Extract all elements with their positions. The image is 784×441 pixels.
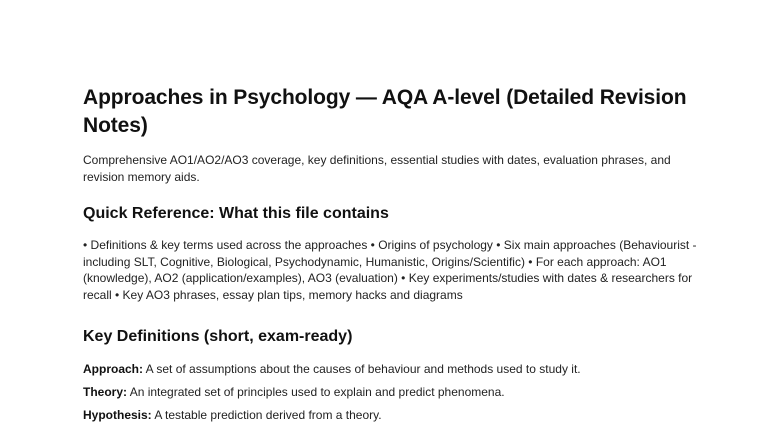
definition-item-hypothesis xyxy=(83,407,709,423)
key-definitions-heading: Key Definitions (short, exam-ready) xyxy=(83,328,353,345)
document-content xyxy=(83,84,709,430)
quick-reference-body: • Definitions & key terms used across the approaches • Origins of psychology • Six main approaches (Behaviourist - including SLT, Cognitive, Biological, Psychodynamic, Humanistic, Origins/Scientific) • For each approach: AO1 (knowledge), AO2 (application/examples), AO3 (evaluation) • Key experiments/studies with dates & researchers for recall • Key AO3 phrases, essay plan tips, memory hacks and diagrams xyxy=(83,238,697,302)
definition-text: An integrated set of principles used to explain and predict phenomena. xyxy=(129,385,505,399)
definition-text: A set of assumptions about the causes of behaviour and methods used to study it. xyxy=(145,362,581,376)
key-definitions-section xyxy=(83,327,709,423)
quick-reference-heading: Quick Reference: What this file contains xyxy=(83,205,389,222)
definition-term: Theory: xyxy=(83,385,128,399)
definition-term: Approach: xyxy=(83,362,143,376)
definition-term: Hypothesis: xyxy=(83,408,152,422)
definition-text: A testable prediction derived from a theory. xyxy=(154,408,382,422)
page-subtitle: Comprehensive AO1/AO2/AO3 coverage, key definitions, essential studies with dates, evaluation phrases, and revision memory aids. xyxy=(83,153,671,184)
definition-item-theory xyxy=(83,384,709,400)
definition-list xyxy=(83,361,709,423)
page-title: Approaches in Psychology — AQA A-level (Detailed Revision Notes) xyxy=(83,86,687,137)
definition-item-approach xyxy=(83,361,709,377)
quick-reference-section xyxy=(83,204,709,303)
